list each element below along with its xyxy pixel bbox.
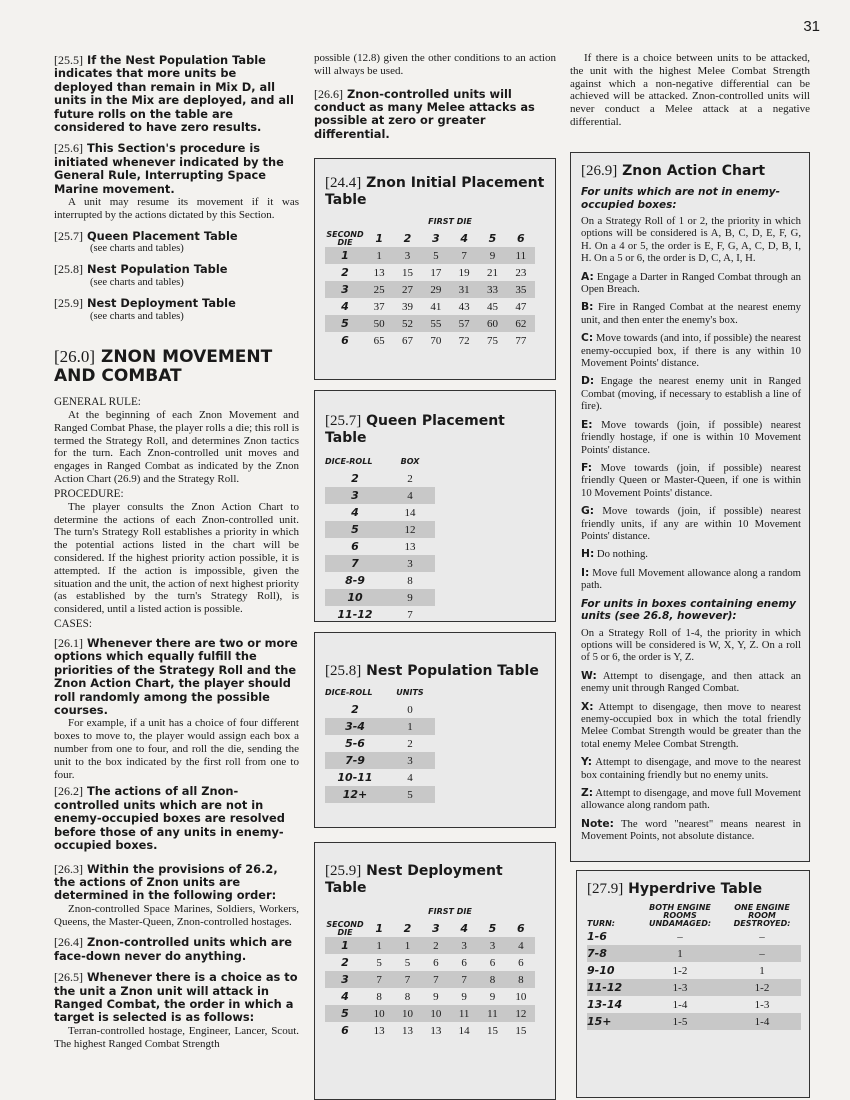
section-26-3-text: Znon-controlled Space Marines, Soldiers, Workers, Queens, the Master-Queen, Znon-controlled hostages. bbox=[54, 902, 299, 928]
turn-value: 15+ bbox=[587, 1013, 637, 1030]
section-25-9: [25.9] Nest Deployment Table bbox=[54, 296, 236, 311]
dice-roll-value: 2 bbox=[351, 703, 359, 716]
section-26-5: [26.5] Whenever there is a choice as to the unit a Znon unit will attack in Ranged Combat, the order in which a target is selected is as follows: bbox=[54, 970, 298, 1025]
row-die-value: 4 bbox=[341, 300, 349, 313]
table-cell: 8 bbox=[507, 971, 535, 988]
section-25-6: [25.6] This Section's procedure is initiated whenever indicated by the General Rule, Interrupting Space Marine movement. bbox=[54, 141, 284, 196]
table-cell: 0 bbox=[407, 703, 413, 716]
table-cell: 5 bbox=[422, 247, 450, 264]
dice-grid-table bbox=[325, 213, 535, 349]
general-rule-text: At the beginning of each Znon Movement and Ranged Combat Phase, the player rolls a die; this roll is termed the Strategy Roll, and determines Znon tactics for the turn. Each Znon-controlled unit moves and engages in Ranged Combat as indicated by the Znon Action Chart (26.9) and the Strategy Roll. bbox=[54, 409, 299, 486]
column-die-value: 2 bbox=[403, 922, 412, 935]
table-cell: 1 bbox=[365, 937, 393, 954]
table-row bbox=[325, 298, 535, 315]
table-cell: 9 bbox=[385, 589, 435, 606]
table-cell: 1 bbox=[759, 964, 765, 977]
column-header: ONE ENGINE ROOM DESTROYED: bbox=[733, 903, 791, 928]
column-die-value: 1 bbox=[375, 922, 383, 935]
table-cell: 9 bbox=[461, 990, 467, 1003]
action-key: W: bbox=[581, 668, 597, 682]
table-row bbox=[587, 928, 801, 945]
procedure-text: The player consults the Znon Action Chart to determine the actions of each Znon-controlled unit. The turn's Strategy Roll establishes a priority in which the potential actions listed in the chart will be considered. If the highest priority action possible, it is attempted. If the action is impossible, given the situation and the unit, the action of next highest priority (as established by the turn's Strategy Roll), is considered, until a listed action is possible. bbox=[54, 500, 300, 616]
table-cell: 7 bbox=[450, 247, 478, 264]
table-cell: 11 bbox=[507, 247, 535, 264]
table-cell: – bbox=[759, 930, 765, 943]
action-text: Move full Movement allowance along a random path. bbox=[581, 566, 801, 592]
table-cell: 9 bbox=[489, 990, 496, 1003]
table-row bbox=[325, 332, 535, 349]
action-text: Engage the nearest enemy unit in Ranged Combat (moving, if necessary to establish a line of fire). bbox=[581, 375, 801, 413]
action-item bbox=[581, 567, 801, 592]
dice-roll-value: 6 bbox=[351, 540, 359, 553]
znon-action-chart bbox=[570, 152, 810, 862]
action-text: Attempt to disengage, and move to the nearest box containing friendly but no enemy units. bbox=[581, 756, 801, 781]
table-cell: 17 bbox=[430, 266, 442, 279]
action-key: Z: bbox=[581, 786, 594, 800]
column-die-value: 4 bbox=[460, 922, 468, 935]
two-column-table bbox=[325, 453, 435, 623]
turn-value: 7-8 bbox=[587, 945, 637, 962]
table-title: [24.4] Znon Initial Placement Table bbox=[325, 175, 545, 208]
action-list bbox=[581, 670, 801, 843]
table-cell: 10 bbox=[365, 1005, 393, 1022]
table-row bbox=[325, 247, 535, 264]
table-cell: 13 bbox=[430, 1024, 442, 1037]
table-cell: 11 bbox=[450, 1005, 478, 1022]
table-cell: 11 bbox=[478, 1005, 506, 1022]
table-cell: 8 bbox=[407, 574, 413, 587]
chart-subheading: For units in boxes containing enemy units (see 26.8, however): bbox=[581, 597, 796, 623]
action-item bbox=[581, 756, 801, 781]
table-row bbox=[587, 945, 801, 962]
column-header: DICE-ROLL bbox=[325, 457, 373, 466]
action-key: C: bbox=[581, 331, 594, 345]
action-key: A: bbox=[581, 269, 594, 283]
row-die-value: 6 bbox=[341, 1024, 349, 1037]
row-die-value: 2 bbox=[341, 956, 349, 969]
nest-population-table bbox=[314, 632, 556, 828]
action-text: Move towards (join, if possible) nearest friendly units, if any are within 10 Movement Points' distance. bbox=[581, 505, 801, 542]
table-cell: 77 bbox=[515, 334, 527, 347]
table-cell: 21 bbox=[486, 266, 498, 279]
table-row bbox=[325, 1005, 535, 1022]
table-row bbox=[325, 504, 435, 521]
section-26-1-text: For example, if a unit has a choice of four different boxes to move to, the player would assign each box a number from one to four, and roll the die, sending the unit to the box indicated by the first roll from one to four. bbox=[54, 717, 299, 781]
section-25-7: [25.7] Queen Placement Table bbox=[54, 228, 238, 243]
table-row bbox=[325, 718, 435, 735]
column-header: UNITS bbox=[396, 688, 424, 697]
table-title: [25.7] Queen Placement Table bbox=[325, 413, 505, 446]
table-cell: 5 bbox=[385, 786, 435, 803]
action-text: Attempt to disengage, and move full Movement allowance along random path. bbox=[581, 787, 801, 812]
table-row bbox=[587, 962, 801, 979]
table-cell: 5 bbox=[404, 956, 411, 969]
section-26-3: [26.3] Within the provisions of 26.2, the actions of Znon units are determined in the following order: bbox=[54, 861, 278, 903]
table-cell: 3 bbox=[393, 247, 421, 264]
dice-roll-value: 2 bbox=[351, 472, 359, 485]
column-left bbox=[54, 52, 299, 1050]
table-cell: 1-5 bbox=[637, 1013, 723, 1030]
action-item bbox=[581, 301, 801, 326]
action-list bbox=[581, 271, 801, 592]
two-column-table bbox=[325, 684, 435, 803]
column-header: DICE-ROLL bbox=[325, 688, 373, 697]
table-cell: 19 bbox=[458, 266, 470, 279]
action-key: I: bbox=[581, 565, 590, 579]
action-item bbox=[581, 462, 801, 499]
dice-roll-value: 7-9 bbox=[325, 752, 385, 769]
action-item bbox=[581, 787, 801, 812]
turn-value: 1-6 bbox=[587, 930, 607, 943]
action-item bbox=[581, 419, 801, 456]
table-cell: 3 bbox=[478, 937, 506, 954]
table-cell: 50 bbox=[365, 315, 393, 332]
section-26-4: [26.4] Znon-controlled units which are face-down never do anything. bbox=[54, 935, 292, 963]
action-item bbox=[581, 818, 801, 843]
table-cell: 15 bbox=[401, 266, 413, 279]
action-item bbox=[581, 548, 801, 560]
queen-placement-table bbox=[314, 390, 556, 622]
table-cell: 9 bbox=[433, 990, 439, 1003]
table-cell: 1-3 bbox=[637, 979, 723, 996]
action-item bbox=[581, 701, 801, 751]
table-title: [25.8] Nest Population Table bbox=[325, 663, 539, 679]
table-row bbox=[325, 281, 535, 298]
section-26-6: [26.6] Znon-controlled units will conduct as many Melee attacks as possible at zero or greater differential. bbox=[314, 86, 535, 141]
table-title: [27.9] Hyperdrive Table bbox=[587, 881, 763, 897]
table-cell: 8 bbox=[376, 990, 382, 1003]
section-25-8: [25.8] Nest Population Table bbox=[54, 262, 228, 277]
row-die-value: 4 bbox=[341, 990, 349, 1003]
table-cell: 45 bbox=[486, 300, 498, 313]
table-cell: 15 bbox=[515, 1024, 527, 1037]
column-die-value: 2 bbox=[403, 232, 412, 245]
table-cell: 37 bbox=[373, 300, 385, 313]
table-cell: – bbox=[677, 930, 683, 943]
table-cell: 12 bbox=[385, 521, 435, 538]
action-key: H: bbox=[581, 547, 595, 561]
table-cell: 1-3 bbox=[754, 998, 770, 1011]
table-cell: 15 bbox=[486, 1024, 498, 1037]
see-charts-note: (see charts and tables) bbox=[90, 243, 184, 255]
dice-roll-value: 7 bbox=[325, 555, 385, 572]
action-text: Attempt to disengage, then move to nearest enemy-occupied box in which the total friendly Melee Combat Strength would be greater than the total enemy Melee Combat Strength. bbox=[581, 700, 801, 750]
section-26-1: [26.1] Whenever there are two or more options which equally fulfill the priorities of the Strategy Roll and the Znon Action Chart, the player should roll randomly among the possible courses. bbox=[54, 636, 298, 718]
table-cell: 4 bbox=[407, 771, 413, 784]
action-text: Engage a Darter in Ranged Combat through an Open Breach. bbox=[581, 270, 801, 296]
table-cell: 27 bbox=[393, 281, 421, 298]
table-cell: 6 bbox=[489, 956, 496, 969]
table-cell: 35 bbox=[507, 281, 535, 298]
table-cell: 7 bbox=[422, 971, 450, 988]
table-cell: 29 bbox=[422, 281, 450, 298]
column-right bbox=[570, 52, 810, 1028]
hyperdrive-grid bbox=[587, 904, 801, 1030]
table-cell: 14 bbox=[404, 506, 416, 519]
action-item bbox=[581, 375, 801, 412]
column-header: BOTH ENGINE ROOMS UNDAMAGED: bbox=[648, 903, 712, 928]
column-middle bbox=[314, 52, 556, 1037]
table-cell: 1 bbox=[365, 247, 393, 264]
action-key: F: bbox=[581, 460, 592, 474]
table-cell: 4 bbox=[507, 937, 535, 954]
column-header: FIRST DIE bbox=[428, 907, 472, 916]
action-item bbox=[581, 670, 801, 695]
table-row bbox=[325, 315, 535, 332]
column-die-value: 6 bbox=[516, 922, 525, 935]
row-header: SECOND DIE bbox=[326, 229, 364, 247]
table-cell: 55 bbox=[422, 315, 450, 332]
table-cell: 1 bbox=[637, 945, 723, 962]
znon-initial-placement-table bbox=[314, 158, 556, 380]
column-die-value: 3 bbox=[431, 232, 440, 245]
table-cell: 62 bbox=[507, 315, 535, 332]
row-die-value: 3 bbox=[325, 281, 365, 298]
turn-value: 9-10 bbox=[587, 964, 615, 977]
table-cell: 1-4 bbox=[672, 998, 688, 1011]
column-die-value: 4 bbox=[460, 232, 468, 245]
table-cell: 60 bbox=[478, 315, 506, 332]
row-die-value: 6 bbox=[341, 334, 349, 347]
table-cell: 7 bbox=[365, 971, 393, 988]
table-cell: 1 bbox=[385, 718, 435, 735]
table-cell: 1 bbox=[393, 937, 421, 954]
table-cell: 10 bbox=[393, 1005, 421, 1022]
action-text: Fire in Ranged Combat at the nearest enemy unit, and then enter the enemy's box. bbox=[581, 301, 802, 326]
action-key: Y: bbox=[581, 755, 593, 769]
table-row bbox=[325, 752, 435, 769]
table-cell: 10 bbox=[422, 1005, 450, 1022]
dice-roll-value: 10 bbox=[325, 589, 385, 606]
row-die-value: 3 bbox=[325, 971, 365, 988]
hyperdrive-table bbox=[576, 870, 810, 1098]
column-die-value: 1 bbox=[375, 232, 383, 245]
action-key: D: bbox=[581, 374, 595, 388]
dice-roll-value: 12+ bbox=[325, 786, 385, 803]
table-cell: 1-2 bbox=[723, 979, 801, 996]
table-cell: 7 bbox=[450, 971, 478, 988]
general-rule-label: GENERAL RULE: bbox=[54, 396, 141, 409]
action-text: Do nothing. bbox=[596, 548, 648, 561]
dice-roll-value: 3 bbox=[325, 487, 385, 504]
table-cell: 2 bbox=[422, 937, 450, 954]
action-key: X: bbox=[581, 699, 594, 713]
table-cell: 41 bbox=[430, 300, 442, 313]
strategy-roll-text: On a Strategy Roll of 1-4, the priority in which options will be considered is W, X, Y, Z. On a roll of 5 or 6, the order is Y, Z. bbox=[581, 626, 801, 664]
section-26-2: [26.2] The actions of all Znon-controlled units which are not in enemy-occupied boxes are resolved before those of any units in enemy-occupied boxes. bbox=[54, 784, 285, 853]
section-25-6-text: A unit may resume its movement if it was interrupted by the actions dictated by this Section. bbox=[54, 196, 299, 221]
table-row bbox=[325, 954, 535, 971]
table-cell: 6 bbox=[461, 956, 467, 969]
table-cell: 7 bbox=[407, 608, 413, 621]
table-row bbox=[325, 589, 435, 606]
action-text: The word "nearest" means nearest in Movement Points, not absolute distance. bbox=[581, 817, 801, 843]
dice-roll-value: 10-11 bbox=[337, 771, 373, 784]
table-cell: 8 bbox=[478, 971, 506, 988]
page-number: 31 bbox=[803, 18, 820, 35]
table-cell: 57 bbox=[450, 315, 478, 332]
table-cell: 65 bbox=[373, 334, 385, 347]
action-item bbox=[581, 505, 801, 542]
table-cell: 3 bbox=[385, 752, 435, 769]
see-charts-note: (see charts and tables) bbox=[90, 310, 184, 322]
table-cell: 70 bbox=[430, 334, 442, 347]
action-item bbox=[581, 271, 801, 296]
table-cell: 25 bbox=[365, 281, 393, 298]
action-text: Move towards (join, if possible) nearest friendly Queen or Master-Queen, if one is within 10 Movement Points' distance. bbox=[581, 461, 802, 499]
action-key: B: bbox=[581, 300, 594, 314]
table-cell: 75 bbox=[486, 334, 498, 347]
row-die-value: 5 bbox=[325, 315, 365, 332]
row-die-value: 1 bbox=[325, 937, 365, 954]
dice-roll-value: 3-4 bbox=[325, 718, 385, 735]
table-row bbox=[587, 979, 801, 996]
table-cell: 7 bbox=[393, 971, 421, 988]
table-row bbox=[325, 487, 435, 504]
table-title: [26.9] Znon Action Chart bbox=[581, 163, 766, 179]
dice-grid-table bbox=[325, 903, 535, 1039]
table-cell: 39 bbox=[401, 300, 413, 313]
table-row bbox=[325, 937, 535, 954]
procedure-label: PROCEDURE: bbox=[54, 487, 124, 500]
action-key: E: bbox=[581, 417, 593, 431]
table-row bbox=[325, 988, 535, 1005]
table-cell: 31 bbox=[450, 281, 478, 298]
table-cell: 13 bbox=[401, 1024, 413, 1037]
table-cell: 10 bbox=[515, 990, 527, 1003]
dice-roll-value: 11-12 bbox=[337, 608, 373, 621]
dice-roll-value: 5 bbox=[325, 521, 385, 538]
table-row bbox=[325, 470, 435, 487]
strategy-roll-text: On a Strategy Roll of 1 or 2, the priority in which options will be considered is A, B, C, D, E, F, G, H. On a 4 or 5, the order is E, F, G, A, C, D, B, I, H. On a 5 or 6, the order is D, C, A, I, H. bbox=[581, 215, 801, 265]
table-cell: 33 bbox=[478, 281, 506, 298]
table-cell: 67 bbox=[401, 334, 413, 347]
table-cell: 12 bbox=[507, 1005, 535, 1022]
table-row bbox=[325, 701, 435, 718]
column-die-value: 3 bbox=[431, 922, 440, 935]
table-cell: 43 bbox=[458, 300, 470, 313]
column-die-value: 5 bbox=[488, 922, 497, 935]
action-text: Move towards (and into, if possible) the nearest enemy-occupied box, if there is any within 10 Movement Points' distance. bbox=[581, 332, 801, 370]
table-cell: 13 bbox=[373, 1024, 385, 1037]
section-26-0-heading: [26.0] ZNON MOVEMENT AND COMBAT bbox=[54, 347, 273, 387]
table-cell: 3 bbox=[385, 555, 435, 572]
column-die-value: 5 bbox=[488, 232, 497, 245]
table-row bbox=[587, 996, 801, 1013]
column-header: TURN: bbox=[587, 919, 616, 928]
table-row bbox=[587, 1013, 801, 1030]
table-row bbox=[325, 769, 435, 786]
table-cell: 1-4 bbox=[723, 1013, 801, 1030]
nest-deployment-table bbox=[314, 842, 556, 1100]
action-item bbox=[581, 332, 801, 369]
turn-value: 13-14 bbox=[587, 998, 623, 1011]
table-row bbox=[325, 538, 435, 555]
table-cell: 8 bbox=[404, 990, 411, 1003]
continued-text: possible (12.8) given the other conditions to an action will always be used. bbox=[314, 52, 556, 77]
table-row bbox=[325, 264, 535, 281]
column-die-value: 6 bbox=[516, 232, 525, 245]
row-die-value: 5 bbox=[325, 1005, 365, 1022]
section-26-5-text: Terran-controlled hostage, Engineer, Lancer, Scout. The highest Ranged Combat Strength bbox=[54, 1024, 299, 1050]
table-cell: 13 bbox=[373, 266, 385, 279]
table-row bbox=[325, 555, 435, 572]
table-title: [25.9] Nest Deployment Table bbox=[325, 863, 503, 896]
table-row bbox=[325, 1022, 535, 1039]
turn-value: 11-12 bbox=[587, 979, 637, 996]
table-row bbox=[325, 572, 435, 589]
table-cell: 14 bbox=[458, 1024, 470, 1037]
column-header: FIRST DIE bbox=[428, 217, 472, 226]
cases-label: CASES: bbox=[54, 618, 92, 631]
table-cell: 23 bbox=[515, 266, 527, 279]
table-row bbox=[325, 971, 535, 988]
column-header: BOX bbox=[400, 457, 420, 466]
table-cell: 1-2 bbox=[672, 964, 688, 977]
row-die-value: 1 bbox=[325, 247, 365, 264]
table-cell: 9 bbox=[478, 247, 506, 264]
table-cell: 72 bbox=[458, 334, 470, 347]
action-key: Note: bbox=[581, 816, 614, 830]
table-row bbox=[325, 606, 435, 623]
action-key: G: bbox=[581, 504, 595, 518]
melee-priority-text: If there is a choice between units to be attacked, the unit with the highest Melee Combat Strength against which a non-negative differential can be achieved will be attacked. Znon-controlled units will never conduct a Melee attack at a negative differential. bbox=[570, 52, 810, 128]
table-cell: 2 bbox=[407, 472, 413, 485]
action-text: Move towards (join, if possible) nearest friendly hostage, if one is within 10 Movement Points' distance. bbox=[581, 418, 802, 456]
row-die-value: 2 bbox=[341, 266, 349, 279]
table-row bbox=[325, 735, 435, 752]
table-row bbox=[325, 521, 435, 538]
dice-roll-value: 4 bbox=[351, 506, 359, 519]
dice-roll-value: 8-9 bbox=[345, 574, 365, 587]
table-cell: 3 bbox=[450, 937, 478, 954]
dice-roll-value: 5-6 bbox=[345, 737, 365, 750]
see-charts-note: (see charts and tables) bbox=[90, 276, 184, 288]
table-cell: 5 bbox=[376, 956, 382, 969]
section-25-5: [25.5] If the Nest Population Table indicates that more units be deployed than remain in Mix D, all units in the Mix are deployed, and all future rolls on the table are considered to have zero results. bbox=[54, 53, 294, 135]
table-row bbox=[325, 786, 435, 803]
action-text: Attempt to disengage, and then attack an enemy unit through Ranged Combat. bbox=[581, 669, 801, 695]
table-cell: 6 bbox=[433, 956, 439, 969]
table-cell: – bbox=[723, 945, 801, 962]
table-cell: 2 bbox=[407, 737, 413, 750]
row-header: SECOND DIE bbox=[326, 919, 364, 937]
table-cell: 13 bbox=[404, 540, 416, 553]
table-cell: 47 bbox=[515, 300, 527, 313]
table-cell: 6 bbox=[518, 956, 524, 969]
table-cell: 52 bbox=[393, 315, 421, 332]
chart-subheading: For units which are not in enemy-occupied boxes: bbox=[581, 186, 781, 211]
table-cell: 4 bbox=[385, 487, 435, 504]
